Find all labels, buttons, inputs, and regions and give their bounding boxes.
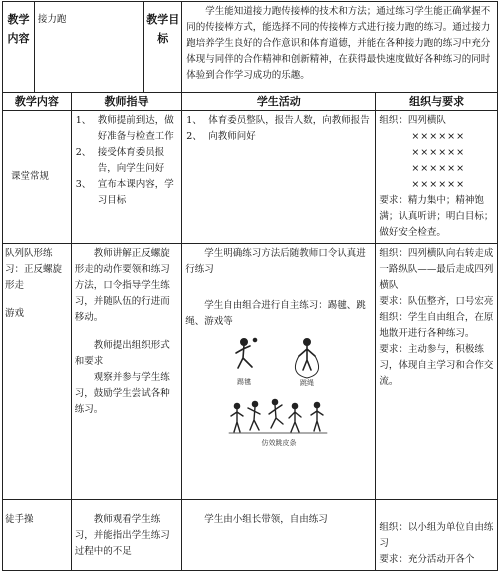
formation-teacher-text: 教师讲解正反螺旋形走的动作要领和练习方法，口令指导学生练习，并随队伍的行进而移动。 — [74, 248, 170, 323]
formation-content — [3, 244, 72, 500]
exercise-content-label: 徒手操 — [5, 514, 34, 525]
formation-content-label: 队列队形练习：正反螺旋形走 — [5, 248, 63, 291]
formation-org-requirement: 要求：队伍整齐，口号宏亮 — [379, 296, 494, 307]
routine-student-item: 1、 体育委员整队，报告人数，向教师报告 — [186, 115, 370, 126]
exercise-teacher-text: 教师观看学生练习，并能指出学生练习过程中的不足 — [74, 514, 170, 557]
exercise-content — [3, 500, 72, 571]
routine-org-title: 组织：四列横队 — [379, 115, 446, 126]
game-org-text: 组织：学生自由组合，在原地散开进行各种练习。 — [379, 312, 494, 339]
formation-row: ×××××× — [411, 147, 466, 158]
activity-illustration-1 — [219, 334, 339, 388]
exercise-organization — [376, 500, 498, 571]
formation-row: ×××××× — [411, 163, 466, 174]
illustration-caption: 跳绳 — [299, 379, 314, 387]
illustration-caption: 踢毽 — [236, 378, 251, 386]
lesson-plan-table — [2, 1, 498, 571]
formation-student-text: 学生明确练习方法后随教师口令认真进行练习 — [185, 248, 366, 275]
routine-teacher — [71, 111, 182, 244]
exercise-org-text: 组织：以小组为单位自由练习 — [379, 522, 494, 549]
routine-organization — [376, 111, 498, 244]
game-content-label: 游戏 — [5, 308, 25, 319]
routine-teacher-item: 2、 接受体育委员报告，向学生问好 — [75, 147, 165, 174]
header-row — [3, 2, 498, 93]
exercise-org-requirement: 要求：充分活动开各个 — [379, 554, 475, 565]
col-header-organization: 组织与要求 — [376, 93, 498, 111]
routine-student-item: 2、 向教师问好 — [186, 131, 256, 142]
illustration-caption: 仿效跳皮条 — [261, 439, 297, 447]
routine-teacher-item: 1、 教师提前到达，做好准备与检查工作 — [75, 115, 174, 142]
routine-org-requirement: 要求：精力集中；精神饱满；认真听讲；明白目标；做好安全检查。 — [379, 195, 494, 238]
formation-student — [182, 244, 376, 500]
category-value: 接力跑 — [34, 2, 143, 93]
game-student-text: 学生自由组合进行自主练习：踢毽、跳绳、游戏等 — [185, 300, 366, 327]
game-org-requirement: 要求：主动参与，积极练习，体现自主学习和合作交流。 — [379, 344, 494, 387]
section-exercise-row — [3, 500, 498, 571]
formation-row: ×××××× — [411, 131, 466, 142]
exercise-student — [182, 500, 376, 571]
routine-student — [182, 111, 376, 244]
routine-content-label: 课堂常规 — [11, 171, 50, 182]
section-routine-row — [3, 111, 498, 244]
formation-org-text: 组织：四列横队向右转走成一路纵队——最后走成四列横队 — [379, 248, 494, 291]
exercise-teacher — [71, 500, 182, 571]
formation-organization — [376, 244, 498, 500]
objective-text: 学生能知道接力跑传接棒的技术和方法；通过练习学生能正确掌握不同的传接棒方式，能选择不同的传接棒方式进行接力跑的练习。通过接力跑培养学生良好的合作意识和体育道德，并能在各种接力跑的练习中充分体现与同伴的合作精神和创新精神，在获得最快速度做好各种练习的同时体验到合作学习成功的乐趣。 — [182, 2, 498, 93]
col-header-teacher: 教师指导 — [71, 93, 182, 111]
category-label: 教学内容 — [3, 2, 35, 93]
col-header-student: 学生活动 — [182, 93, 376, 111]
game-teacher-text-b: 观察并参与学生练习，鼓励学生尝试各种练习。 — [74, 372, 170, 415]
section-formation-row — [3, 244, 498, 500]
objective-label: 教学目标 — [144, 2, 182, 93]
routine-teacher-item: 3、 宣布本课内容，学习目标 — [75, 179, 174, 206]
routine-content — [3, 111, 72, 244]
formation-row: ×××××× — [411, 179, 466, 190]
column-header-row — [3, 93, 498, 111]
activity-illustration-2 — [219, 394, 339, 450]
col-header-content: 教学内容 — [3, 93, 72, 111]
game-teacher-text-a: 教师提出组织形式和要求 — [74, 340, 170, 367]
formation-teacher — [71, 244, 182, 500]
exercise-student-text: 学生由小组长带领，自由练习 — [204, 514, 328, 525]
